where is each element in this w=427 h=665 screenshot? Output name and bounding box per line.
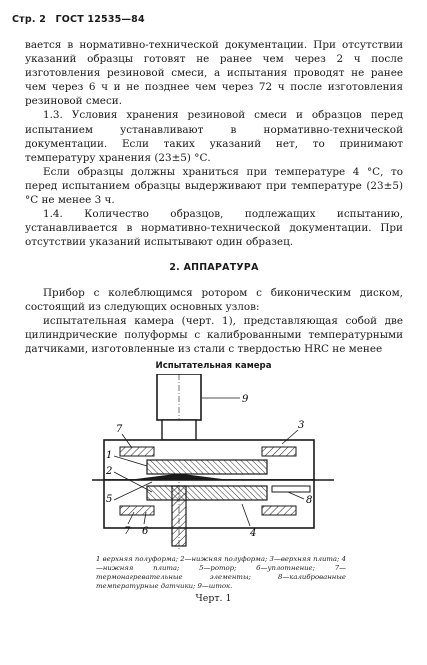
page-number: Стр. 2 xyxy=(12,14,47,25)
paragraph: испытательная камера (черт. 1), представляющая собой две цилиндрические полуформы с калиброванными температурными датчиками, изготовленные из стали с твердостью HRC не менее xyxy=(25,314,403,355)
figure-caption: 1 верхняя полуформа; 2—нижняя полуформа; 3—верхняя плита; 4—нижняя плита; 5—ротор; 6—уплотнение; 7—термонагревательные элементы; 8—калиброванные температурные датчики; 9—шток. xyxy=(96,555,346,591)
section-title: 2. АППАРАТУРА xyxy=(169,262,259,274)
figure-label: 9 xyxy=(242,394,249,405)
figure-title: Испытательная камера xyxy=(155,361,272,371)
figure-label: 7 xyxy=(124,526,131,537)
figure-label: 4 xyxy=(250,528,257,539)
paragraph: Прибор с колеблющимся ротором с биконическим диском, состоящий из следующих основных узлов: xyxy=(25,286,403,313)
test-chamber-drawing xyxy=(92,374,334,550)
figure-label: 5 xyxy=(106,494,113,505)
body-text xyxy=(25,38,403,356)
figure-label: 8 xyxy=(306,495,313,506)
paragraph: вается в нормативно-технической документации. При отсутствии указаний образцы готовят не ранее чем через 2 ч после изготовления резиновой смеси, а испытания проводят не ранее чем через 6 ч и не позднее чем через 72 ч после изготовления резиновой смеси. xyxy=(25,39,403,108)
paragraph: 1.3. Условия хранения резиновой смеси и образцов перед испытанием устанавливают в нормативно-технической документации. Если таких указаний нет, то принимают температуру хранения (23±5) °С. xyxy=(25,109,403,164)
figure-number: Черт. 1 xyxy=(195,593,232,604)
figure-label: 7 xyxy=(116,424,123,435)
paragraph: 1.4. Количество образцов, подлежащих испытанию, устанавливается в нормативно-технической документации. При отсутствии указаний испытывают один образец. xyxy=(25,208,403,249)
page-header xyxy=(12,14,151,25)
figure-label: 6 xyxy=(142,526,149,537)
figure-label: 2 xyxy=(106,466,113,477)
paragraph: Если образцы должны храниться при температуре 4 °С, то перед испытанием образцы выдерживают при температуре (23±5) °С не менее 3 ч. xyxy=(25,165,403,207)
figure-label: 3 xyxy=(298,420,305,431)
standard-number: ГОСТ 12535—84 xyxy=(55,14,145,25)
figure-label: 1 xyxy=(106,450,113,461)
